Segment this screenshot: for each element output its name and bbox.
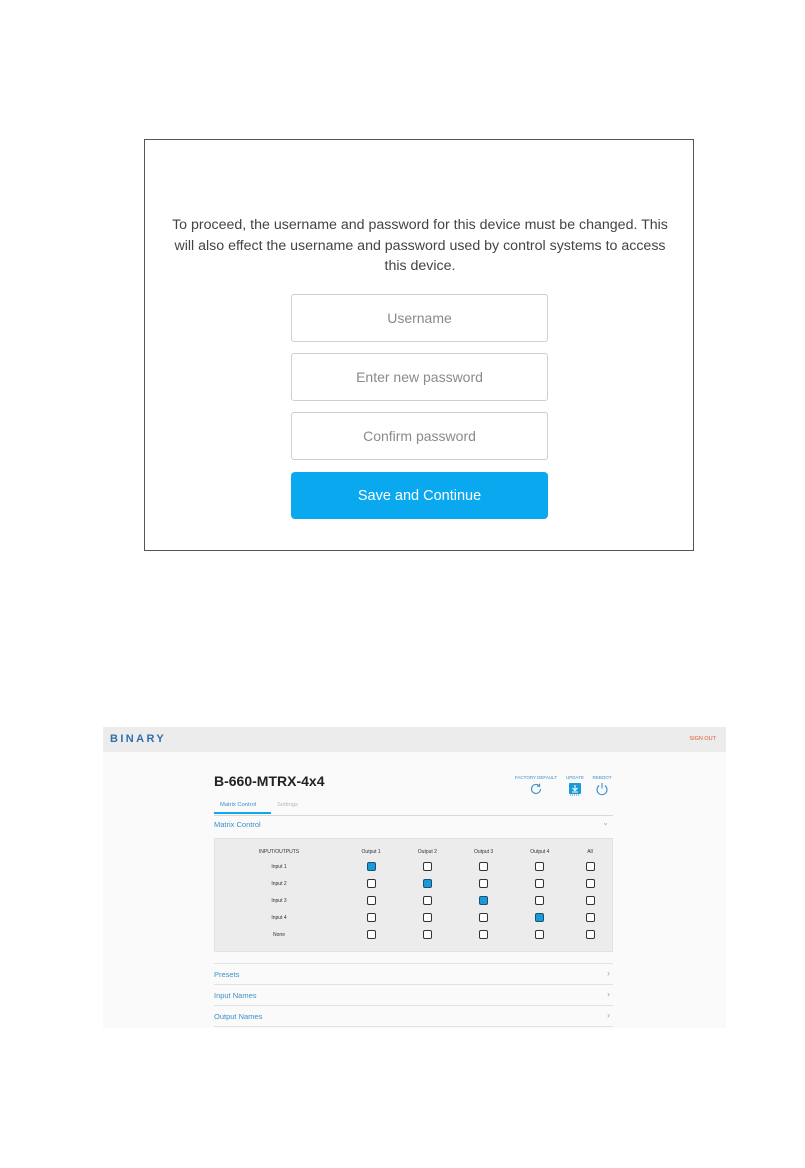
- matrix-cell: [512, 909, 568, 926]
- route-checkbox[interactable]: [535, 913, 544, 922]
- column-header: Output 1: [361, 849, 381, 855]
- route-checkbox[interactable]: [423, 879, 432, 888]
- matrix-row: [215, 892, 612, 909]
- chevron-right-icon: ›: [607, 989, 610, 999]
- route-checkbox[interactable]: [586, 930, 595, 939]
- matrix-row: [215, 858, 612, 875]
- device-title: B-660-MTRX-4x4: [214, 773, 325, 789]
- matrix-cell: [568, 892, 612, 909]
- matrix-cell: [512, 926, 568, 943]
- row-label: None: [273, 931, 285, 938]
- tab-settings[interactable]: Settings: [277, 802, 298, 808]
- route-checkbox[interactable]: [535, 896, 544, 905]
- matrix-cell: [399, 909, 455, 926]
- column-header: Output 4: [530, 849, 550, 855]
- device-web-ui: [103, 727, 726, 1028]
- matrix-cell: [456, 909, 512, 926]
- route-checkbox[interactable]: [586, 879, 595, 888]
- matrix-cell: [399, 858, 455, 875]
- route-checkbox[interactable]: [586, 896, 595, 905]
- presets-section[interactable]: [214, 963, 613, 984]
- confirm-password-field[interactable]: [291, 412, 548, 460]
- matrix-cell: [343, 909, 399, 926]
- matrix-cell: [456, 858, 512, 875]
- matrix-cell: [399, 875, 455, 892]
- routing-matrix-table: [215, 846, 612, 943]
- matrix-cell: [568, 926, 612, 943]
- tab-bar: [214, 799, 613, 816]
- matrix-cell: [343, 892, 399, 909]
- matrix-row: [215, 909, 612, 926]
- matrix-header-row: [215, 846, 612, 858]
- username-field[interactable]: [291, 294, 548, 342]
- column-header: Output 2: [417, 849, 437, 855]
- matrix-row: [215, 926, 612, 943]
- matrix-cell: [568, 875, 612, 892]
- credential-change-panel: [144, 139, 694, 551]
- column-header: Output 3: [474, 849, 494, 855]
- chevron-right-icon: ›: [607, 968, 610, 978]
- input-names-section[interactable]: [214, 984, 613, 1005]
- route-checkbox[interactable]: [586, 913, 595, 922]
- matrix-cell: [399, 926, 455, 943]
- matrix-cell: [512, 892, 568, 909]
- matrix-cell: [568, 909, 612, 926]
- row-label: Input 2: [271, 880, 287, 887]
- refresh-icon: [529, 782, 543, 796]
- section-label: Output Names: [214, 1012, 263, 1021]
- matrix-body: [215, 858, 612, 943]
- active-tab-indicator: [214, 812, 271, 814]
- route-checkbox[interactable]: [479, 862, 488, 871]
- route-checkbox[interactable]: [367, 879, 376, 888]
- chevron-down-icon: ⌄: [602, 818, 609, 827]
- route-checkbox[interactable]: [367, 930, 376, 939]
- route-checkbox[interactable]: [586, 862, 595, 871]
- route-checkbox[interactable]: [479, 879, 488, 888]
- new-password-field[interactable]: [291, 353, 548, 401]
- factory-default-label: FACTORY DEFAULT: [514, 775, 558, 780]
- matrix-cell: [512, 858, 568, 875]
- route-checkbox[interactable]: [423, 913, 432, 922]
- row-label: Input 3: [271, 897, 287, 904]
- route-checkbox[interactable]: [423, 862, 432, 871]
- route-checkbox[interactable]: [479, 930, 488, 939]
- matrix-cell: [343, 926, 399, 943]
- matrix-cell: [456, 892, 512, 909]
- route-checkbox[interactable]: [479, 913, 488, 922]
- route-checkbox[interactable]: [535, 879, 544, 888]
- route-checkbox[interactable]: [367, 862, 376, 871]
- matrix-corner-header: INPUT/OUTPUTS: [258, 849, 300, 855]
- update-label: UPDATE: [566, 775, 584, 780]
- credential-change-message: To proceed, the username and password for this device must be changed. This will also effect the username and password used by control systems to access this device.: [172, 217, 668, 274]
- matrix-cell: [456, 926, 512, 943]
- matrix-control-section-header[interactable]: [214, 820, 613, 832]
- route-checkbox[interactable]: [535, 930, 544, 939]
- matrix-cell: [512, 875, 568, 892]
- matrix-cell: [343, 858, 399, 875]
- matrix-row: [215, 875, 612, 892]
- route-checkbox[interactable]: [535, 862, 544, 871]
- save-and-continue-button[interactable]: Save and Continue: [291, 472, 548, 519]
- download-icon: [568, 782, 582, 796]
- brand-logo: BINARY: [110, 733, 167, 745]
- route-checkbox[interactable]: [367, 896, 376, 905]
- section-label: Input Names: [214, 991, 257, 1000]
- section-title: Matrix Control: [214, 820, 261, 829]
- route-checkbox[interactable]: [423, 896, 432, 905]
- routing-matrix: [214, 838, 613, 952]
- row-label: Input 1: [271, 863, 287, 870]
- chevron-right-icon: ›: [607, 1010, 610, 1020]
- column-header: All: [587, 849, 593, 855]
- matrix-cell: [456, 875, 512, 892]
- matrix-cell: [568, 858, 612, 875]
- reboot-button[interactable]: [590, 775, 614, 796]
- output-names-section[interactable]: [214, 1005, 613, 1027]
- route-checkbox[interactable]: [367, 913, 376, 922]
- matrix-cell: [399, 892, 455, 909]
- sign-out-link[interactable]: SIGN OUT: [689, 736, 716, 742]
- row-label: Input 4: [271, 914, 287, 921]
- section-label: Presets: [214, 970, 240, 979]
- update-button[interactable]: [564, 775, 586, 796]
- route-checkbox[interactable]: [479, 896, 488, 905]
- matrix-cell: [343, 875, 399, 892]
- top-bar: [103, 727, 726, 752]
- power-icon: [595, 782, 609, 796]
- reboot-label: REBOOT: [592, 775, 612, 780]
- factory-default-button[interactable]: [512, 775, 560, 796]
- tab-matrix-control[interactable]: Matrix Control: [220, 802, 257, 808]
- route-checkbox[interactable]: [423, 930, 432, 939]
